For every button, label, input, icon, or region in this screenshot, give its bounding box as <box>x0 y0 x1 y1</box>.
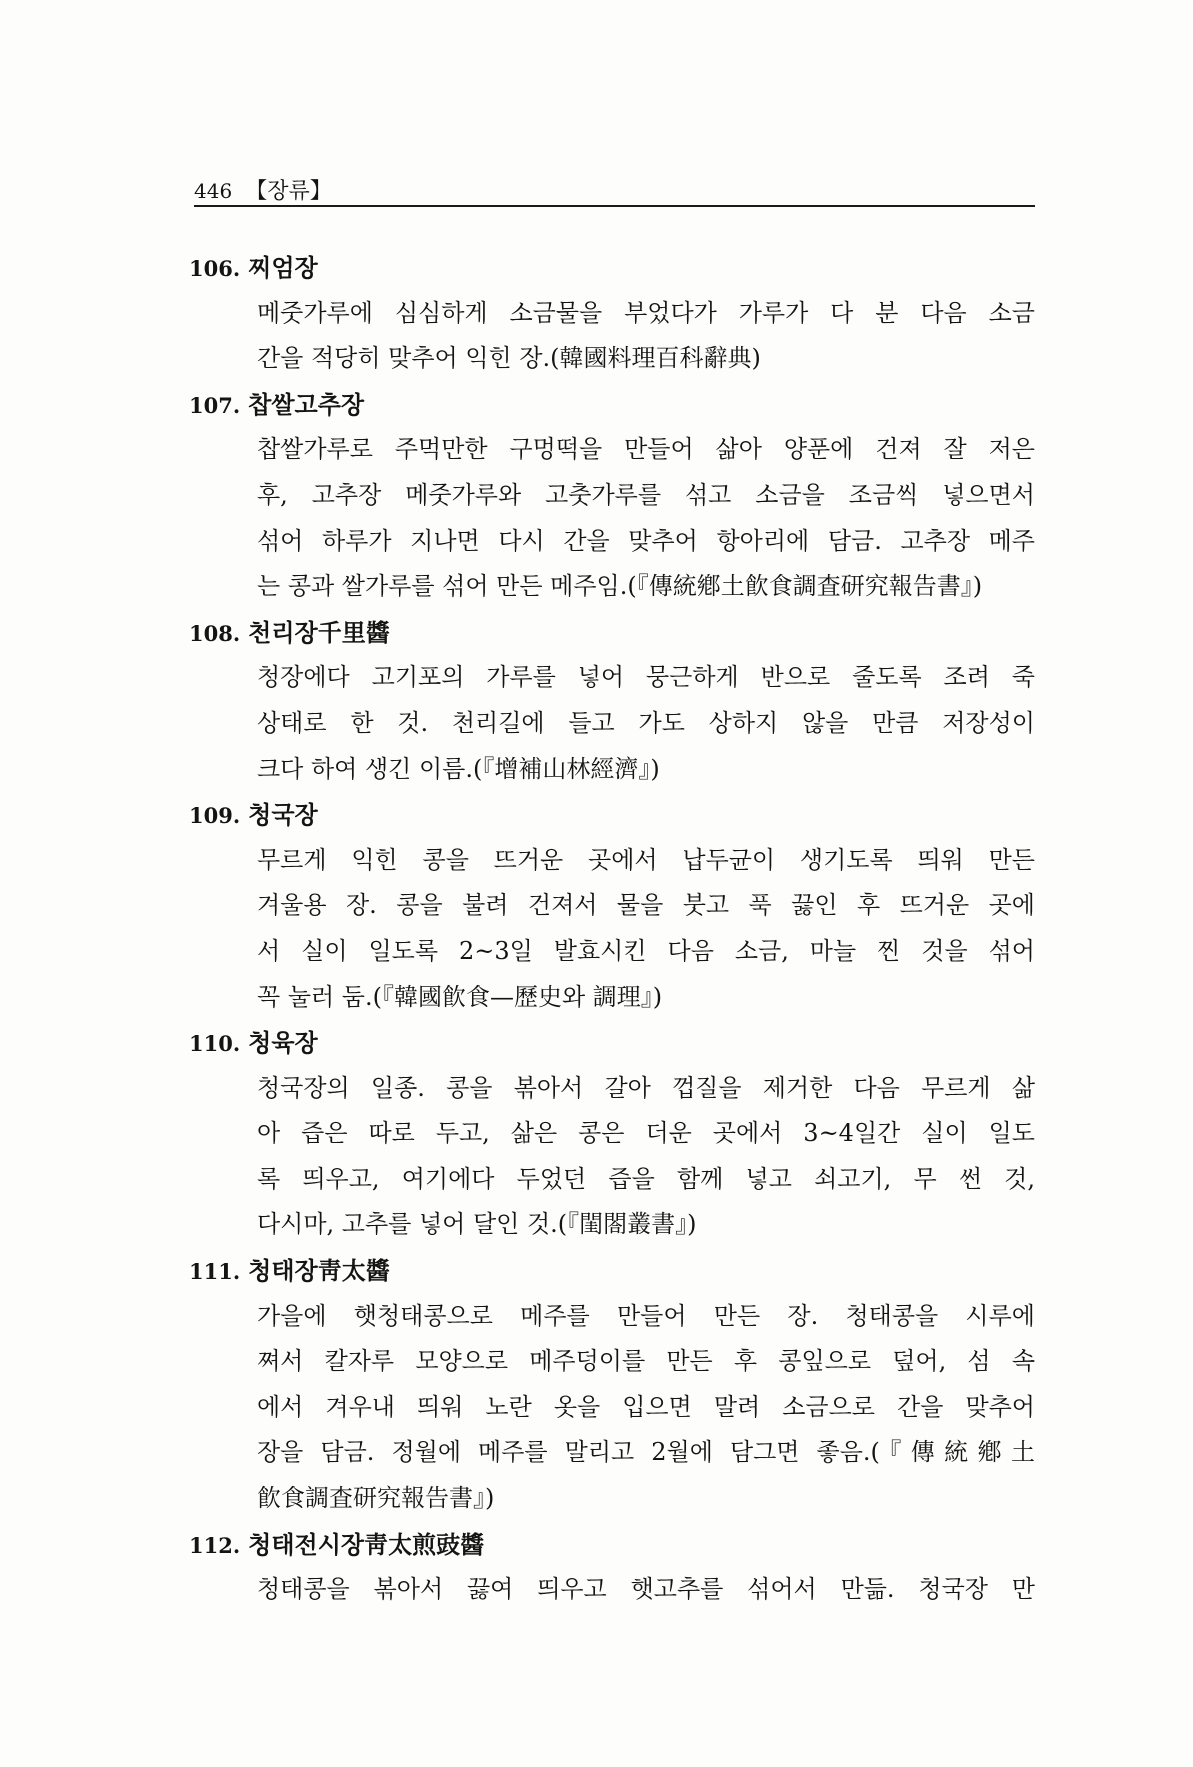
entry-number: 106. <box>189 256 241 281</box>
page-number: 446 <box>194 179 233 203</box>
body-line: 는 콩과 쌀가루를 섞어 만든 메주임.(『傳統鄕土飮食調査研究報告書』) <box>257 572 983 601</box>
body-line: 청국장의 일종. 콩을 볶아서 갈아 껍질을 제거한 다음 무르게 삶 <box>257 1073 1035 1102</box>
entry-number: 111. <box>189 1259 241 1285</box>
body-line: 아 즙은 따로 두고, 삶은 콩은 더운 곳에서 3~4일간 실이 일도 <box>257 1119 1035 1148</box>
body-line: 간을 적당히 맞추어 익힌 장.(韓國料理百科辭典) <box>257 344 761 373</box>
body-line: 飮食調査研究報告書』) <box>257 1484 495 1513</box>
entry-number: 108. <box>189 620 241 646</box>
body-line: 에서 겨우내 띄워 노란 옷을 입으면 말려 소금으로 간을 맞추어 <box>257 1392 1035 1421</box>
entry-title: 찹쌀고추장 <box>248 389 365 419</box>
entry <box>189 382 1035 610</box>
body-line: 상태로 한 것. 천리길에 들고 가도 상하지 않을 만큼 저장성이 <box>257 708 1035 737</box>
entry-heading <box>189 1522 1035 1568</box>
body-line: 쪄서 칼자루 모양으로 메주덩이를 만든 후 콩잎으로 덮어, 섬 속 <box>257 1347 1035 1376</box>
entry-title: 찌엄장 <box>248 253 318 282</box>
entry-list <box>189 245 1035 1613</box>
body-line: 섞어 하루가 지나면 다시 간을 맞추어 항아리에 담금. 고추장 메주 <box>257 526 1035 555</box>
entry-heading <box>189 245 1035 291</box>
body-line: 겨울용 장. 콩을 불려 건져서 물을 붓고 푹 끓인 후 뜨거운 곳에 <box>257 891 1035 920</box>
body-line: 서 실이 일도록 2~3일 발효시킨 다음 소금, 마늘 찐 것을 섞어 <box>257 936 1035 965</box>
section-title: 【장류】 <box>245 179 332 204</box>
entry-number: 112. <box>189 1532 241 1558</box>
entry-title: 청태장靑太醬 <box>248 1256 390 1286</box>
entry-heading <box>189 610 1035 656</box>
header-rule <box>194 205 1035 207</box>
entry <box>189 245 1035 382</box>
entry-title: 청국장 <box>248 800 318 830</box>
entry <box>189 1248 1035 1522</box>
body-line: 후, 고추장 메줏가루와 고춧가루를 섞고 소금을 조금씩 넣으면서 <box>257 480 1035 509</box>
entry-heading <box>189 792 1035 838</box>
page-header <box>194 174 332 208</box>
body-line: 록 띄우고, 여기에다 두었던 즙을 함께 넣고 쇠고기, 무 썬 것, <box>257 1164 1035 1193</box>
entry-number: 107. <box>189 392 241 418</box>
body-line: 청태콩을 볶아서 끓여 띄우고 햇고추를 섞어서 만듦. 청국장 만 <box>257 1575 1035 1604</box>
entry-heading <box>189 382 1035 428</box>
entry-title: 청육장 <box>248 1028 318 1058</box>
body-line: 다시마, 고추를 넣어 달인 것.(『閨閤叢書』) <box>257 1210 697 1239</box>
entry <box>189 792 1035 1020</box>
body-line: 장을 담금. 정월에 메주를 말리고 2월에 담그면 좋음.(『傳統鄕土 <box>257 1438 1035 1467</box>
body-line: 가을에 햇청태콩으로 메주를 만들어 만든 장. 청태콩을 시루에 <box>257 1301 1035 1330</box>
body-line: 무르게 익힌 콩을 뜨거운 곳에서 납두균이 생기도록 띄워 만든 <box>257 845 1035 874</box>
entry-heading <box>189 1020 1035 1066</box>
entry-number: 110. <box>189 1031 241 1057</box>
body-line: 찹쌀가루로 주먹만한 구멍떡을 만들어 삶아 양푼에 건져 잘 저은 <box>257 435 1035 464</box>
entry <box>189 610 1035 792</box>
entry-heading <box>189 1248 1035 1294</box>
entry-title: 천리장千里醬 <box>248 617 390 647</box>
body-line: 꼭 눌러 둠.(『韓國飮食—歷史와 調理』) <box>257 982 663 1011</box>
entry-title: 청태전시장靑太煎豉醬 <box>248 1529 485 1559</box>
body-line: 메줏가루에 심심하게 소금물을 부었다가 가루가 다 분 다음 소금 <box>257 298 1035 327</box>
entry-number: 109. <box>189 803 241 829</box>
entry <box>189 1020 1035 1248</box>
body-line: 크다 하여 생긴 이름.(『增補山林經濟』) <box>257 754 660 783</box>
body-line: 청장에다 고기포의 가루를 넣어 뭉근하게 반으로 줄도록 조려 죽 <box>257 663 1035 692</box>
entry <box>189 1522 1035 1613</box>
